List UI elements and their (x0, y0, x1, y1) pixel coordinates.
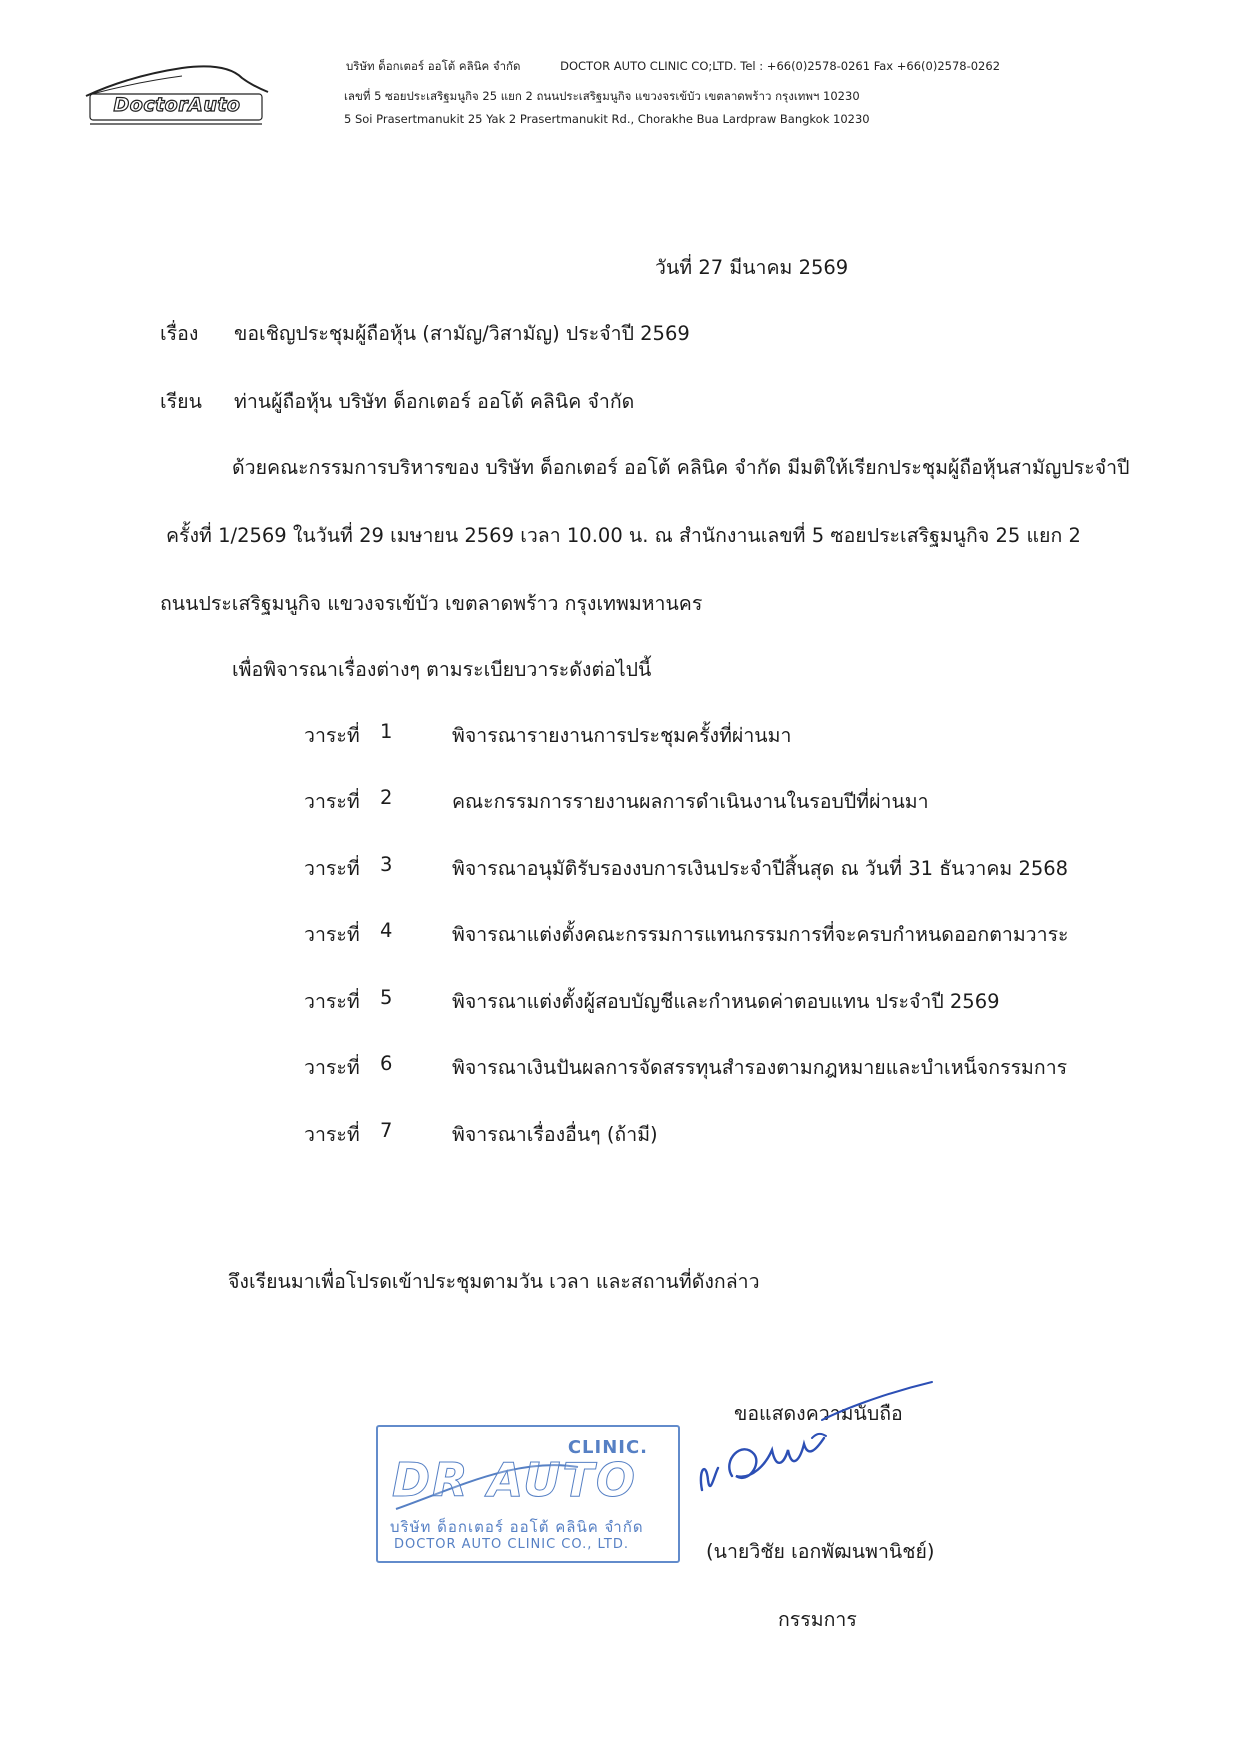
company-contact-en: DOCTOR AUTO CLINIC CO;LTD. Tel : +66(0)2578-0261 Fax +66(0)2578-0262 (560, 59, 1001, 73)
agenda-intro: เพื่อพิจารณาเรื่องต่างๆ ตามระเบียบวาระดังต่อไปนี้ (232, 658, 652, 681)
signer-position: กรรมการ (778, 1608, 857, 1631)
handwritten-signature (692, 1380, 942, 1530)
agenda-text: พิจารณาเรื่องอื่นๆ (ถ้ามี) (452, 1123, 658, 1146)
subject-label: เรื่อง (160, 322, 199, 345)
recipient-text: ท่านผู้ถือหุ้น บริษัท ด็อกเตอร์ ออโต้ คลินิค จำกัด (234, 390, 635, 413)
agenda-text: พิจารณารายงานการประชุมครั้งที่ผ่านมา (452, 724, 792, 747)
agenda-label: วาระที่ (304, 1123, 360, 1146)
agenda-number: 6 (380, 1052, 393, 1075)
agenda-label: วาระที่ (304, 1056, 360, 1079)
agenda-text: พิจารณาอนุมัติรับรองงบการเงินประจำปีสิ้นสุด ณ วันที่ 31 ธันวาคม 2568 (452, 857, 1069, 880)
stamp-name-th: บริษัท ด็อกเตอร์ ออโต้ คลินิค จำกัด (390, 1518, 644, 1536)
agenda-text: พิจารณาเงินปันผลการจัดสรรทุนสำรองตามกฎหมายและบำเหน็จกรรมการ (452, 1056, 1068, 1079)
agenda-label: วาระที่ (304, 790, 360, 813)
agenda-number: 1 (380, 720, 393, 743)
agenda-text: พิจารณาแต่งตั้งผู้สอบบัญชีและกำหนดค่าตอบแทน ประจำปี 2569 (452, 990, 1000, 1013)
agenda-label: วาระที่ (304, 857, 360, 880)
agenda-number: 3 (380, 853, 393, 876)
agenda-number: 7 (380, 1119, 393, 1142)
address-th: เลขที่ 5 ซอยประเสริฐมนูกิจ 25 แยก 2 ถนนประเสริฐมนูกิจ แขวงจรเข้บัว เขตลาดพร้าว กรุงเทพฯ 10230 (344, 89, 860, 103)
paragraph-line-2: ครั้งที่ 1/2569 ในวันที่ 29 เมษายน 2569 เวลา 10.00 น. ณ สำนักงานเลขที่ 5 ซอยประเสริฐมนูกิจ 25 แยก 2 (166, 524, 1081, 547)
logo-wordmark: DoctorAuto (113, 94, 241, 116)
signer-name: (นายวิชัย เอกพัฒนพานิชย์) (706, 1540, 935, 1563)
stamp-logo-text: DR AUTO (392, 1453, 637, 1507)
agenda-text: คณะกรรมการรายงานผลการดำเนินงานในรอบปีที่ผ่านมา (452, 790, 929, 813)
closing-sentence: จึงเรียนมาเพื่อโปรดเข้าประชุมตามวัน เวลา และสถานที่ดังกล่าว (228, 1270, 760, 1293)
company-name-th: บริษัท ด็อกเตอร์ ออโต้ คลินิค จำกัด (346, 59, 521, 73)
regards-text: ขอแสดงความนับถือ (734, 1402, 903, 1425)
agenda-text: พิจารณาแต่งตั้งคณะกรรมการแทนกรรมการที่จะครบกำหนดออกตามวาระ (452, 923, 1069, 946)
stamp-name-en: DOCTOR AUTO CLINIC CO., LTD. (394, 1537, 630, 1552)
agenda-number: 5 (380, 986, 393, 1009)
paragraph-line-3: ถนนประเสริฐมนูกิจ แขวงจรเข้บัว เขตลาดพร้าว กรุงเทพมหานคร (160, 592, 703, 615)
letter-date: วันที่ 27 มีนาคม 2569 (655, 256, 849, 279)
paragraph-line-1: ด้วยคณะกรรมการบริหารของ บริษัท ด็อกเตอร์ ออโต้ คลินิค จำกัด มีมติให้เรียกประชุมผู้ถือหุ้นสามัญประจำปี (232, 456, 1130, 479)
agenda-number: 4 (380, 919, 393, 942)
agenda-label: วาระที่ (304, 990, 360, 1013)
stamp-clinic-text: CLINIC. (567, 1437, 648, 1458)
agenda-number: 2 (380, 786, 393, 809)
car-outline-icon (82, 58, 272, 128)
company-logo (82, 58, 272, 128)
agenda-label: วาระที่ (304, 724, 360, 747)
company-stamp (376, 1425, 680, 1563)
recipient-label: เรียน (160, 390, 202, 413)
letterhead-line-1 (346, 58, 1000, 76)
agenda-label: วาระที่ (304, 923, 360, 946)
subject-text: ขอเชิญประชุมผู้ถือหุ้น (สามัญ/วิสามัญ) ประจำปี 2569 (234, 322, 690, 345)
address-en: 5 Soi Prasertmanukit 25 Yak 2 Prasertmanukit Rd., Chorakhe Bua Lardpraw Bangkok 10230 (344, 112, 870, 126)
